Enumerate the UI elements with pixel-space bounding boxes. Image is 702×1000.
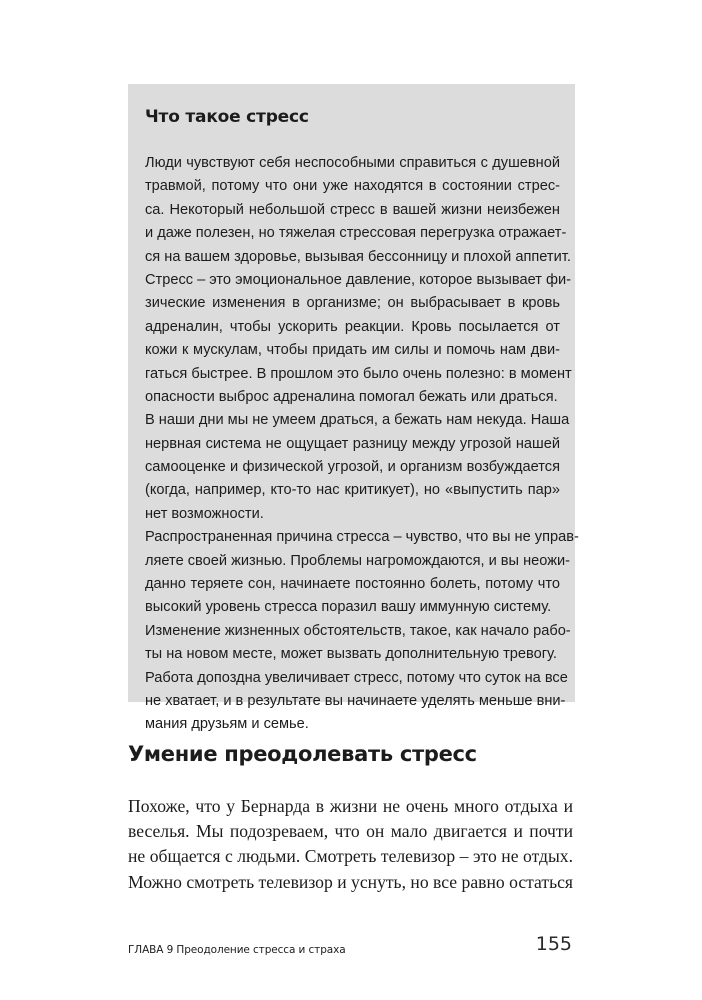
- box-line: травмой, потому что они уже находятся в состоянии стрес-: [145, 178, 560, 195]
- section-heading: Умение преодолевать стресс: [128, 742, 477, 766]
- box-line: зические изменения в организме; он выбрасывает в кровь: [145, 295, 560, 312]
- box-line: данно теряете сон, начинаете постоянно болеть, потому что: [145, 576, 560, 593]
- box-line: ляете своей жизнью. Проблемы нагромождаются, и вы неожи-: [145, 552, 570, 569]
- box-line: Стресс – это эмоциональное давление, которое вызывает фи-: [145, 271, 571, 288]
- box-line: Распространенная причина стресса – чувство, что вы не управ-: [145, 529, 579, 546]
- body-line: не общается с людьми. Смотреть телевизор – это не отдых.: [128, 846, 573, 867]
- footer-chapter-label: ГЛАВА 9 Преодоление стресса и страха: [128, 944, 346, 956]
- box-line: Работа допоздна увеличивает стресс, потому что суток на все: [145, 669, 568, 686]
- box-line: нервная система не ощущает разницу между угрозой нашей: [145, 435, 560, 452]
- box-line: не хватает, и в результате вы начинаете уделять меньше вни-: [145, 692, 566, 709]
- box-line: опасности выброс адреналина помогал бежать или драться.: [145, 388, 558, 405]
- box-title: Что такое стресс: [145, 107, 309, 127]
- box-line: гаться быстрее. В прошлом это было очень полезно: в момент: [145, 365, 572, 382]
- box-line: са. Некоторый небольшой стресс в вашей жизни неизбежен: [145, 201, 560, 218]
- body-line: Похоже, что у Бернарда в жизни не очень много отдыха и: [128, 796, 573, 816]
- box-line: Изменение жизненных обстоятельств, такое, как начало рабо-: [145, 622, 571, 639]
- box-line: высокий уровень стресса поразил вашу иммунную систему.: [145, 599, 552, 616]
- box-text: [145, 152, 579, 737]
- box-line: кожи к мускулам, чтобы придать им силы и помочь нам дви-: [145, 342, 560, 359]
- box-line: мания друзьям и семье.: [145, 716, 309, 733]
- box-line: и даже полезен, но тяжелая стрессовая перегрузка отражает-: [145, 225, 567, 242]
- box-line: (когда, например, кто-то нас критикует), но «выпустить пар»: [145, 482, 560, 499]
- page-number: 155: [535, 933, 572, 955]
- box-line: самооценке и физической угрозой, и организм возбуждается: [145, 459, 560, 476]
- body-text: [128, 794, 573, 895]
- box-line: ся на вашем здоровье, вызывая бессонницу и плохой аппетит.: [145, 248, 571, 265]
- box-line: нет возможности.: [145, 505, 264, 522]
- sidebar-box: [128, 84, 579, 733]
- box-line: ты на новом месте, может вызвать дополнительную тревогу.: [145, 646, 557, 663]
- body-line: Можно смотреть телевизор и уснуть, но все равно остаться: [128, 871, 573, 892]
- box-line: Люди чувствуют себя неспособными справиться с душевной: [145, 155, 560, 171]
- box-line: адреналин, чтобы ускорить реакции. Кровь посылается от: [145, 318, 560, 335]
- box-line: В наши дни мы не умеем драться, а бежать нам некуда. Наша: [145, 412, 570, 429]
- body-line: веселья. Мы подозреваем, что он мало двигается и почти: [128, 821, 573, 842]
